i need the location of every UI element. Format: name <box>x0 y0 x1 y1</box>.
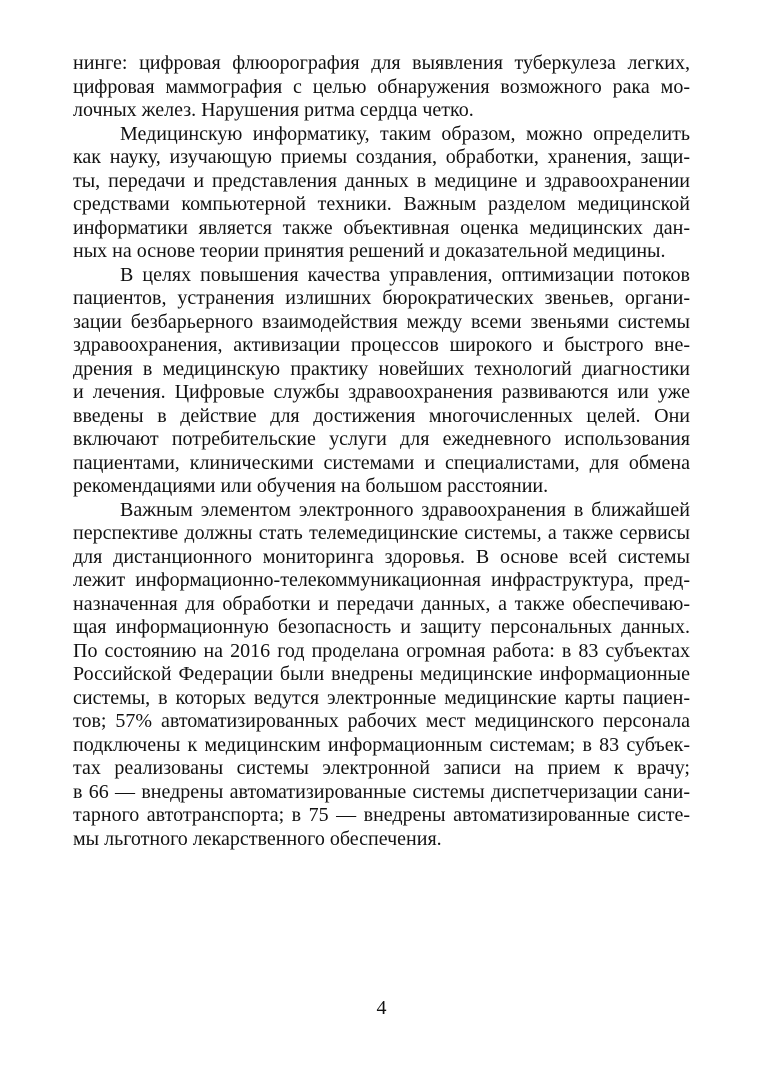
text-line: в 66 — внедрены автоматизированные системы диспетчеризации сани- <box>73 780 690 803</box>
text-line: Российской Федерации были внедрены медицинские информационные <box>73 663 690 685</box>
text-line: пациентов, устранения излишних бюрократических звеньев, органи- <box>73 287 690 309</box>
text-line: ты, передачи и представления данных в медицине и здравоохранении <box>73 169 690 192</box>
text-line: системы, в которых ведутся электронные медицинские карты пациен- <box>73 686 690 709</box>
text-line: средствами компьютерной техники. Важным разделом медицинской <box>73 193 690 215</box>
text-line: В целях повышения качества управления, оптимизации потоков <box>120 263 690 286</box>
text-line: здравоохранения, активизации процессов широкого и быстрого вне- <box>73 334 690 356</box>
text-line: щая информационную безопасность и защиту персональных данных. <box>73 616 690 638</box>
text-line: подключены к медицинским информационным системам; в 83 субъек- <box>73 733 690 756</box>
text-line: введены в действие для достижения многочисленных целей. Они <box>73 404 690 427</box>
text-line: и лечения. Цифровые службы здравоохранения развиваются или уже <box>73 381 690 403</box>
text-line: как науку, изучающую приемы создания, обработки, хранения, защи- <box>73 146 690 168</box>
paragraph-medical-informatics <box>73 123 690 264</box>
text-line: дрения в медицинскую практику новейших технологий диагностики <box>73 357 690 380</box>
text-line: ных на основе теории принятия решений и доказательной медицины. <box>73 240 666 262</box>
text-line: Важным элементом электронного здравоохранения в ближайшей <box>120 498 690 521</box>
text-line: тарного автотранспорта; в 75 — внедрены автоматизированные систе- <box>73 804 690 826</box>
paragraph-continuation <box>73 52 690 123</box>
text-line: лочных желез. Нарушения ритма сердца четко. <box>73 99 474 121</box>
text-line: зации безбарьерного взаимодействия между всеми звеньями системы <box>73 310 690 333</box>
text-line: рекомендациями или обучения на большом расстоянии. <box>73 475 549 497</box>
text-line: По состоянию на 2016 год проделана огромная работа: в 83 субъектах <box>73 639 690 662</box>
page-number: 4 <box>376 997 387 1019</box>
text-line: пациентами, клиническими системами и специалистами, для обмена <box>73 451 690 474</box>
text-line: перспективе должны стать телемедицинские системы, а также сервисы <box>73 522 690 544</box>
paragraph-ehealth <box>73 499 690 852</box>
text-line: нинге: цифровая флюорография для выявления туберкулеза легких, <box>73 52 690 74</box>
paragraph-digital-services <box>73 264 690 499</box>
text-line: лежит информационно-телекоммуникационная инфраструктура, пред- <box>73 569 690 591</box>
body-text <box>73 52 690 851</box>
text-line: информатики является также объективная оценка медицинских дан- <box>73 216 690 239</box>
text-line: для дистанционного мониторинга здоровья. В основе всей системы <box>73 545 690 568</box>
text-line: тов; 57% автоматизированных рабочих мест медицинского персонала <box>73 710 690 732</box>
text-line: Медицинскую информатику, таким образом, можно определить <box>120 122 690 145</box>
text-line: включают потребительские услуги для ежедневного использования <box>73 428 690 450</box>
text-line: назначенная для обработки и передачи данных, а также обеспечиваю- <box>73 592 690 615</box>
text-line: мы льготного лекарственного обеспечения. <box>73 827 442 850</box>
text-line: тах реализованы системы электронной записи на прием к врачу; <box>73 757 690 779</box>
text-line: цифровая маммография с целью обнаружения возможного рака мо- <box>73 75 690 98</box>
